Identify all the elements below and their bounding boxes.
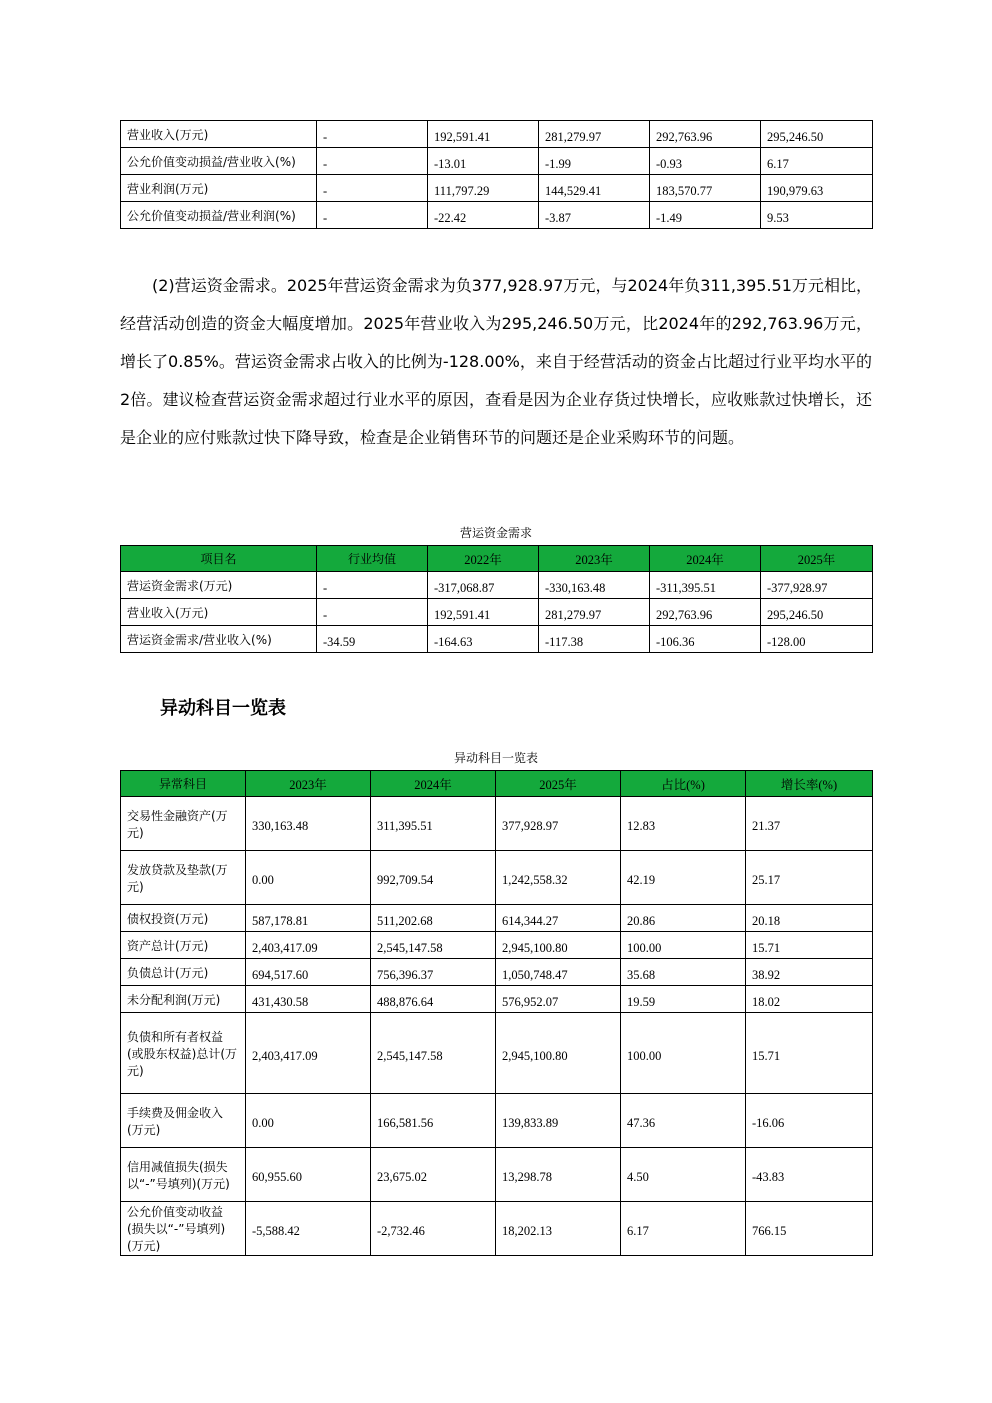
cell-value: -317,068.87 xyxy=(428,572,539,599)
cell-value: -43.83 xyxy=(746,1148,873,1202)
cell-value: 190,979.63 xyxy=(761,175,873,202)
cell-value: 1,242,558.32 xyxy=(496,851,621,905)
cell-value: -330,163.48 xyxy=(539,572,650,599)
cell-value: - xyxy=(317,599,428,626)
column-header: 增长率(%) xyxy=(746,771,873,797)
cell-value: 15.71 xyxy=(746,1013,873,1094)
cell-value: 431,430.58 xyxy=(246,986,371,1013)
cell-value: -1.99 xyxy=(539,148,650,175)
column-header: 2025年 xyxy=(496,771,621,797)
section-heading: 异动科目一览表 xyxy=(160,698,286,719)
table-row xyxy=(121,121,873,148)
cell-value: 2,945,100.80 xyxy=(496,932,621,959)
anomaly-table xyxy=(120,770,873,1256)
row-label: 营运资金需求(万元) xyxy=(121,572,317,599)
cell-value: 2,403,417.09 xyxy=(246,932,371,959)
table-row xyxy=(121,905,873,932)
cell-value: 13,298.78 xyxy=(496,1148,621,1202)
cell-value: 694,517.60 xyxy=(246,959,371,986)
table-row xyxy=(121,202,873,229)
cell-value: 100.00 xyxy=(621,932,746,959)
cell-value: 377,928.97 xyxy=(496,797,621,851)
cell-value: -13.01 xyxy=(428,148,539,175)
table-row xyxy=(121,932,873,959)
cell-value: 0.00 xyxy=(246,1094,371,1148)
cell-value: 992,709.54 xyxy=(371,851,496,905)
row-label: 公允价值变动损益/营业收入(%) xyxy=(121,148,317,175)
cell-value: 2,403,417.09 xyxy=(246,1013,371,1094)
cell-value: 20.18 xyxy=(746,905,873,932)
row-label: 债权投资(万元) xyxy=(121,905,246,932)
cell-value: -311,395.51 xyxy=(650,572,761,599)
cell-value: -1.49 xyxy=(650,202,761,229)
cell-value: -16.06 xyxy=(746,1094,873,1148)
row-label: 公允价值变动损益/营业利润(%) xyxy=(121,202,317,229)
cell-value: 587,178.81 xyxy=(246,905,371,932)
table-row xyxy=(121,148,873,175)
cell-value: -2,732.46 xyxy=(371,1202,496,1256)
cell-value: - xyxy=(317,175,428,202)
row-label: 负债总计(万元) xyxy=(121,959,246,986)
top-table xyxy=(120,120,873,229)
paragraph-text: (2)营运资金需求。2025年营运资金需求为负377,928.97万元，与2024年负311,395.51万元相比，经营活动创造的资金大幅度增加。2025年营业收入为295,246.50万元，比2024年的292,763.96万元，增长了0.85%。营运资金需求占收入的比例为-128.00%，来自于经营活动的资金占比超过行业平均水平的2倍。建议检查营运资金需求超过行业水平的原因，查看是因为企业存货过快增长，应收账款过快增长，还是企业的应付账款过快下降导致，检查是企业销售环节的问题还是企业采购环节的问题。 xyxy=(120,276,872,447)
table-row xyxy=(121,626,873,653)
cell-value: 4.50 xyxy=(621,1148,746,1202)
cell-value: 100.00 xyxy=(621,1013,746,1094)
table-row xyxy=(121,1202,873,1256)
column-header: 2025年 xyxy=(761,546,873,572)
cell-value: -377,928.97 xyxy=(761,572,873,599)
row-label: 资产总计(万元) xyxy=(121,932,246,959)
cell-value: 35.68 xyxy=(621,959,746,986)
cell-value: 18.02 xyxy=(746,986,873,1013)
cell-value: 18,202.13 xyxy=(496,1202,621,1256)
cell-value: 1,050,748.47 xyxy=(496,959,621,986)
cell-value: 9.53 xyxy=(761,202,873,229)
cell-value: 576,952.07 xyxy=(496,986,621,1013)
row-label: 未分配利润(万元) xyxy=(121,986,246,1013)
cell-value: - xyxy=(317,202,428,229)
cell-value: 111,797.29 xyxy=(428,175,539,202)
cell-value: 281,279.97 xyxy=(539,121,650,148)
cell-value: -164.63 xyxy=(428,626,539,653)
cell-value: 2,945,100.80 xyxy=(496,1013,621,1094)
anomaly-table-caption: 异动科目一览表 xyxy=(453,751,538,765)
cell-value: 47.36 xyxy=(621,1094,746,1148)
cell-value: 144,529.41 xyxy=(539,175,650,202)
column-header: 异常科目 xyxy=(121,771,246,797)
row-label: 负债和所有者权益(或股东权益)总计(万元) xyxy=(121,1013,246,1094)
column-header: 项目名 xyxy=(121,546,317,572)
table-row xyxy=(121,986,873,1013)
cell-value: 38.92 xyxy=(746,959,873,986)
column-header: 2023年 xyxy=(539,546,650,572)
cell-value: - xyxy=(317,572,428,599)
cell-value: 60,955.60 xyxy=(246,1148,371,1202)
cell-value: -34.59 xyxy=(317,626,428,653)
table-row xyxy=(121,175,873,202)
row-label: 营业收入(万元) xyxy=(121,599,317,626)
cell-value: -3.87 xyxy=(539,202,650,229)
table-row xyxy=(121,599,873,626)
table-row xyxy=(121,1148,873,1202)
cell-value: 23,675.02 xyxy=(371,1148,496,1202)
cell-value: 292,763.96 xyxy=(650,121,761,148)
row-label: 手续费及佣金收入(万元) xyxy=(121,1094,246,1148)
cell-value: 19.59 xyxy=(621,986,746,1013)
row-label: 营业收入(万元) xyxy=(121,121,317,148)
cell-value: 6.17 xyxy=(761,148,873,175)
row-label: 交易性金融资产(万元) xyxy=(121,797,246,851)
cell-value: 766.15 xyxy=(746,1202,873,1256)
row-label: 公允价值变动收益(损失以“-”号填列)(万元) xyxy=(121,1202,246,1256)
table-row xyxy=(121,572,873,599)
working-capital-paragraph xyxy=(120,267,872,457)
column-header: 2022年 xyxy=(428,546,539,572)
cell-value: 166,581.56 xyxy=(371,1094,496,1148)
cell-value: 25.17 xyxy=(746,851,873,905)
wc-table-caption: 营运资金需求 xyxy=(459,526,532,540)
table-row xyxy=(121,851,873,905)
cell-value: 0.00 xyxy=(246,851,371,905)
cell-value: 330,163.48 xyxy=(246,797,371,851)
table-row xyxy=(121,797,873,851)
cell-value: 292,763.96 xyxy=(650,599,761,626)
cell-value: -117.38 xyxy=(539,626,650,653)
cell-value: - xyxy=(317,148,428,175)
cell-value: 614,344.27 xyxy=(496,905,621,932)
cell-value: 183,570.77 xyxy=(650,175,761,202)
cell-value: -22.42 xyxy=(428,202,539,229)
cell-value: 192,591.41 xyxy=(428,599,539,626)
cell-value: - xyxy=(317,121,428,148)
cell-value: 6.17 xyxy=(621,1202,746,1256)
table-row xyxy=(121,1094,873,1148)
cell-value: 511,202.68 xyxy=(371,905,496,932)
cell-value: 311,395.51 xyxy=(371,797,496,851)
cell-value: -0.93 xyxy=(650,148,761,175)
cell-value: 139,833.89 xyxy=(496,1094,621,1148)
cell-value: 756,396.37 xyxy=(371,959,496,986)
cell-value: 192,591.41 xyxy=(428,121,539,148)
table-row xyxy=(121,959,873,986)
column-header: 行业均值 xyxy=(317,546,428,572)
cell-value: -5,588.42 xyxy=(246,1202,371,1256)
cell-value: 295,246.50 xyxy=(761,121,873,148)
column-header: 占比(%) xyxy=(621,771,746,797)
row-label: 发放贷款及垫款(万元) xyxy=(121,851,246,905)
cell-value: 21.37 xyxy=(746,797,873,851)
cell-value: 488,876.64 xyxy=(371,986,496,1013)
row-label: 信用减值损失(损失以“-”号填列)(万元) xyxy=(121,1148,246,1202)
cell-value: 295,246.50 xyxy=(761,599,873,626)
cell-value: -106.36 xyxy=(650,626,761,653)
cell-value: -128.00 xyxy=(761,626,873,653)
column-header: 2023年 xyxy=(246,771,371,797)
column-header: 2024年 xyxy=(650,546,761,572)
cell-value: 12.83 xyxy=(621,797,746,851)
cell-value: 20.86 xyxy=(621,905,746,932)
cell-value: 281,279.97 xyxy=(539,599,650,626)
cell-value: 42.19 xyxy=(621,851,746,905)
cell-value: 2,545,147.58 xyxy=(371,1013,496,1094)
column-header: 2024年 xyxy=(371,771,496,797)
row-label: 营业利润(万元) xyxy=(121,175,317,202)
cell-value: 2,545,147.58 xyxy=(371,932,496,959)
wc-table xyxy=(120,545,873,653)
row-label: 营运资金需求/营业收入(%) xyxy=(121,626,317,653)
table-row xyxy=(121,1013,873,1094)
cell-value: 15.71 xyxy=(746,932,873,959)
